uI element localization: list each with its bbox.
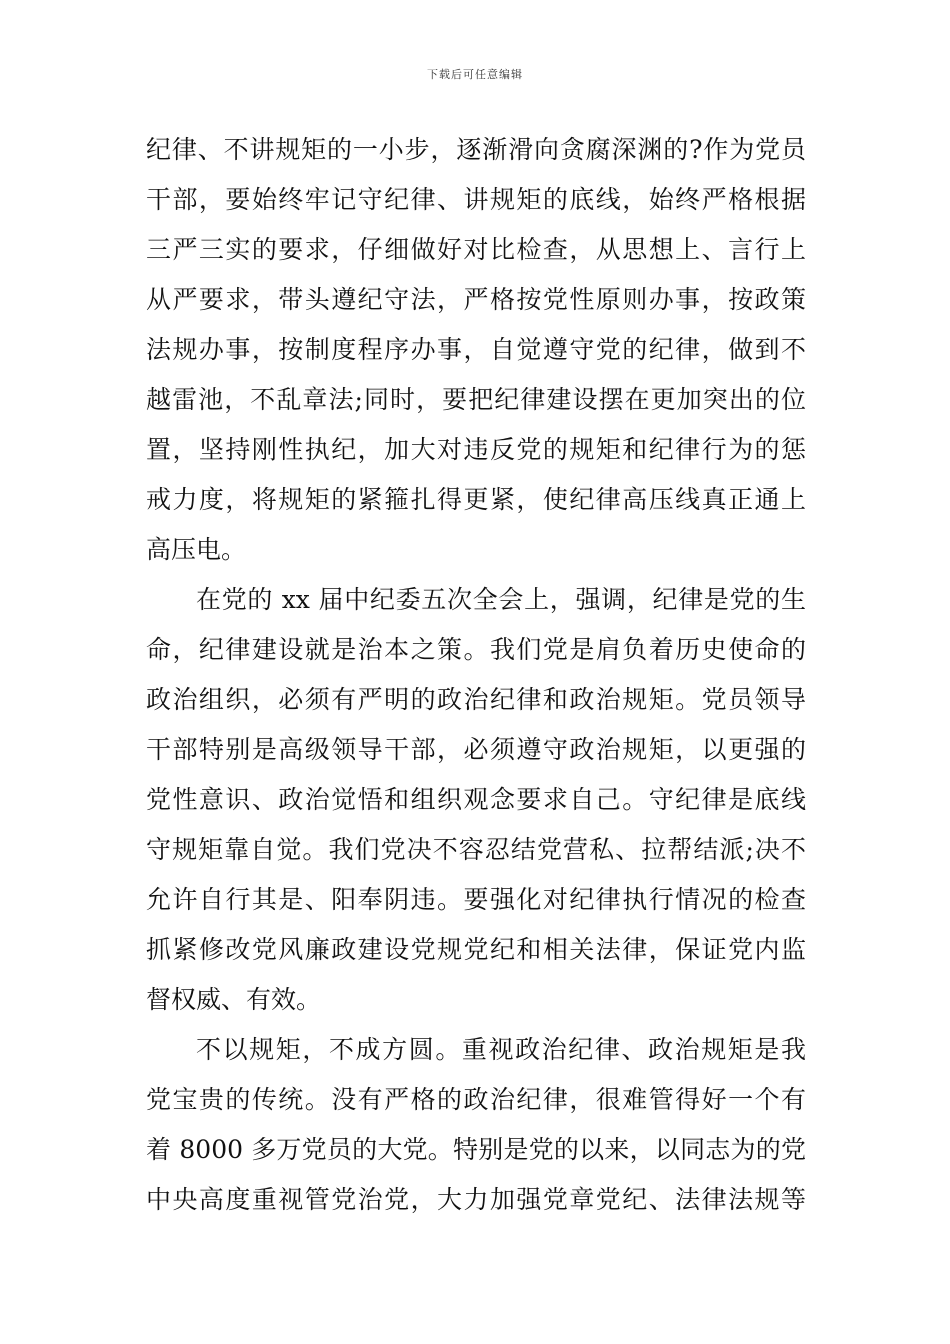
paragraph-2 xyxy=(146,575,806,1025)
text-line: 着 8000 多万党员的大党。特别是党的以来，以同志为的党 xyxy=(146,1135,806,1164)
text-line: 不以规矩，不成方圆。重视政治纪律、政治规矩是我 xyxy=(196,1035,806,1064)
text-line: 干部特别是高级领导干部，必须遵守政治规矩，以更强的 xyxy=(146,735,806,764)
text-line: 置，坚持刚性执纪，加大对违反党的规矩和纪律行为的惩 xyxy=(146,435,806,464)
text-line: 在党的 xx 届中纪委五次全会上，强调，纪律是党的生 xyxy=(196,585,806,614)
paragraph-3 xyxy=(146,1025,806,1225)
text-line: 党性意识、政治觉悟和组织观念要求自己。守纪律是底线 xyxy=(146,785,806,814)
text-line: 从严要求，带头遵纪守法，严格按党性原则办事，按政策 xyxy=(146,285,806,314)
text-line: 抓紧修改党风廉政建设党规党纪和相关法律，保证党内监 xyxy=(146,935,806,964)
text-line: 允许自行其是、阳奉阴违。要强化对纪律执行情况的检查 xyxy=(146,885,806,914)
text-line: 政治组织，必须有严明的政治纪律和政治规矩。党员领导 xyxy=(146,685,806,714)
text-line: 法规办事，按制度程序办事，自觉遵守党的纪律，做到不 xyxy=(146,335,806,364)
text-line: 命，纪律建设就是治本之策。我们党是肩负着历史使命的 xyxy=(146,635,806,664)
text-line: 督权威、有效。 xyxy=(146,985,322,1014)
text-line: 中央高度重视管党治党，大力加强党章党纪、法律法规等 xyxy=(146,1185,806,1214)
document-body xyxy=(146,125,806,1225)
paragraph-1 xyxy=(146,125,806,575)
text-line: 三严三实的要求，仔细做好对比检查，从思想上、言行上 xyxy=(146,235,806,264)
text-line: 党宝贵的传统。没有严格的政治纪律，很难管得好一个有 xyxy=(146,1085,806,1114)
text-line: 守规矩靠自觉。我们党决不容忍结党营私、拉帮结派;决不 xyxy=(146,835,806,864)
text-line: 越雷池，不乱章法;同时，要把纪律建设摆在更加突出的位 xyxy=(146,385,806,414)
text-line: 纪律、不讲规矩的一小步，逐渐滑向贪腐深渊的?作为党员 xyxy=(146,135,806,164)
text-line: 高压电。 xyxy=(146,535,247,564)
page-header: 下载后可任意编辑 xyxy=(427,68,523,81)
text-line: 戒力度，将规矩的紧箍扎得更紧，使纪律高压线真正通上 xyxy=(146,485,806,514)
text-line: 干部，要始终牢记守纪律、讲规矩的底线，始终严格根据 xyxy=(146,185,806,214)
